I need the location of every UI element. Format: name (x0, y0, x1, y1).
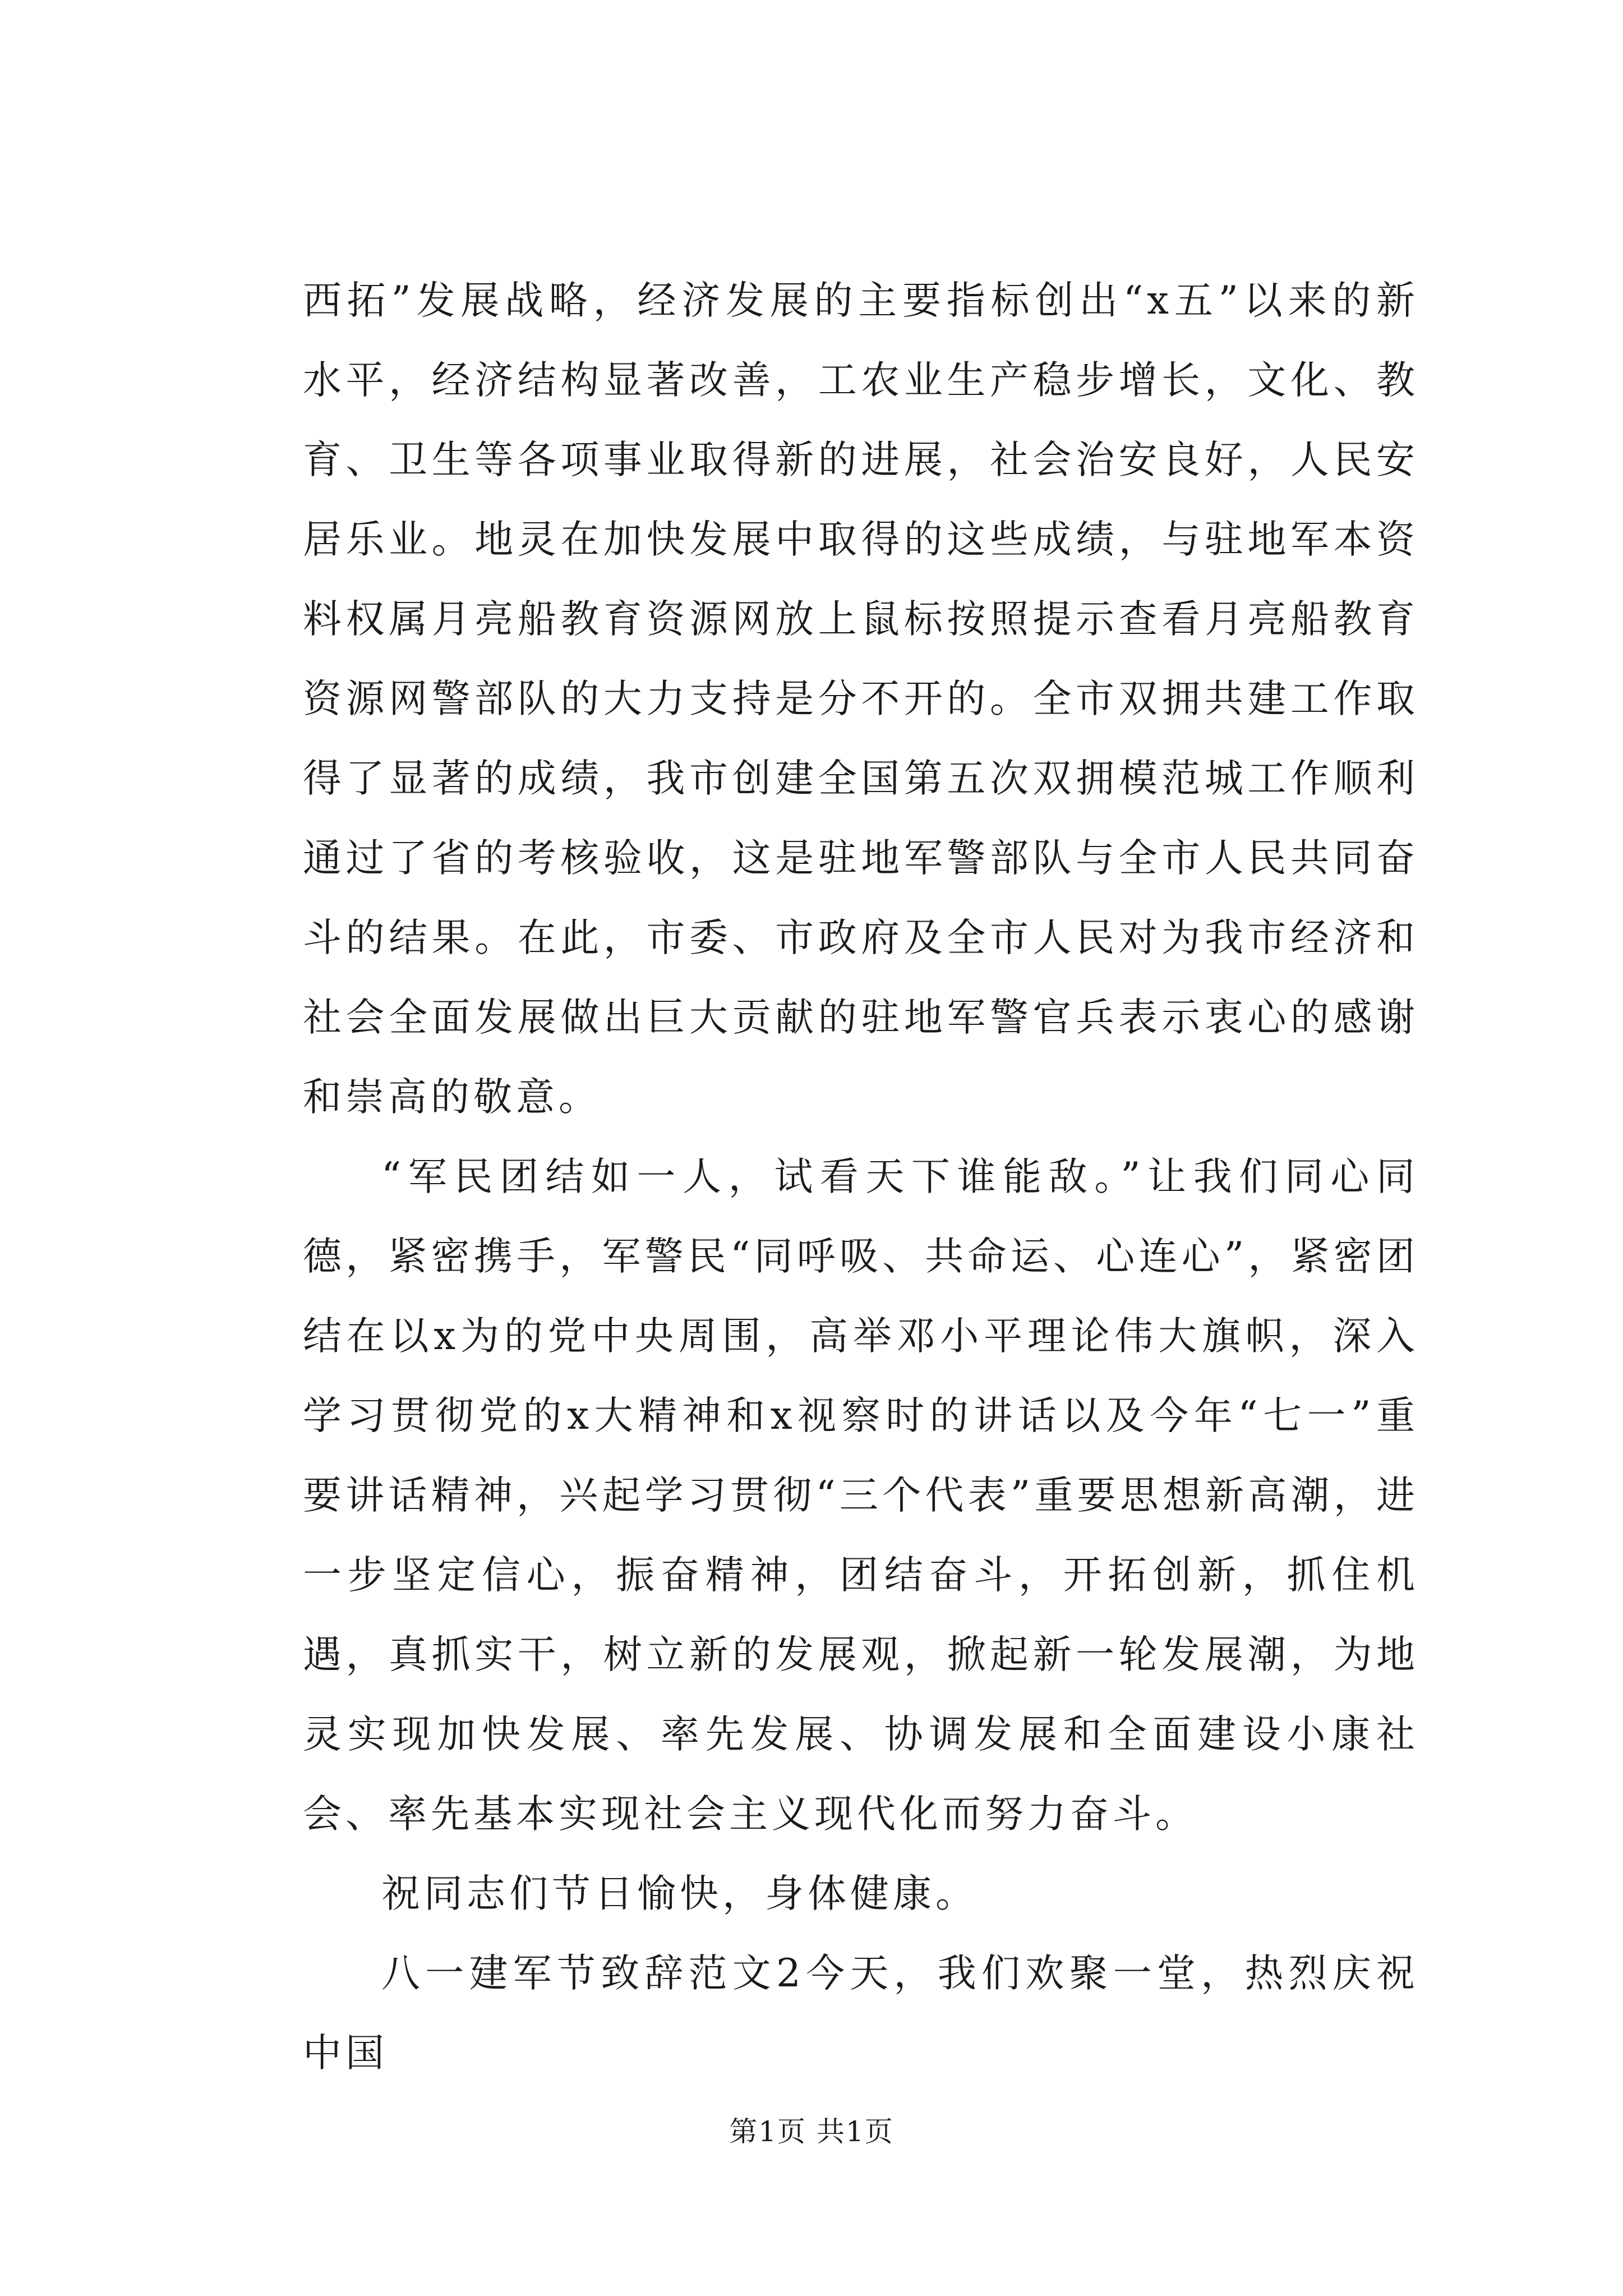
document-body (303, 261, 1419, 2093)
paragraph-2: “军民团结如一人，试看天下谁能敌。”让我们同心同德，紧密携手，军警民“同呼吸、共命运、心连心”，紧密团结在以x为的党中央周围，高举邓小平理论伟大旗帜，深入学习贯彻党的x大精神和x视察时的讲话以及今年“七一”重要讲话精神，兴起学习贯彻“三个代表”重要思想新高潮，进一步坚定信心，振奋精神，团结奋斗，开拓创新，抓住机遇，真抓实干，树立新的发展观，掀起新一轮发展潮，为地灵实现加快发展、率先发展、协调发展和全面建设小康社会、率先基本实现社会主义现代化而努力奋斗。 (303, 1154, 1419, 1837)
paragraph-1: 西拓”发展战略，经济发展的主要指标创出“x五”以来的新水平，经济结构显著改善，工农业生产稳步增长，文化、教育、卫生等各项事业取得新的进展，社会治安良好，人民安居乐业。地灵在加快发展中取得的这些成绩，与驻地军本资料权属月亮船教育资源网放上鼠标按照提示查看月亮船教育资源网警部队的大力支持是分不开的。全市双拥共建工作取得了显著的成绩，我市创建全国第五次双拥模范城工作顺利通过了省的考核验收，这是驻地军警部队与全市人民共同奋斗的结果。在此，市委、市政府及全市人民对为我市经济和社会全面发展做出巨大贡献的驻地军警官兵表示衷心的感谢和崇高的敬意。 (303, 278, 1419, 1120)
page-number-footer: 第1页 共1页 (729, 2115, 894, 2148)
paragraph-3: 祝同志们节日愉快，身体健康。 (381, 1871, 978, 1916)
paragraph-4: 八一建军节致辞范文2今天，我们欢聚一堂，热烈庆祝中国 (303, 1951, 1419, 2076)
